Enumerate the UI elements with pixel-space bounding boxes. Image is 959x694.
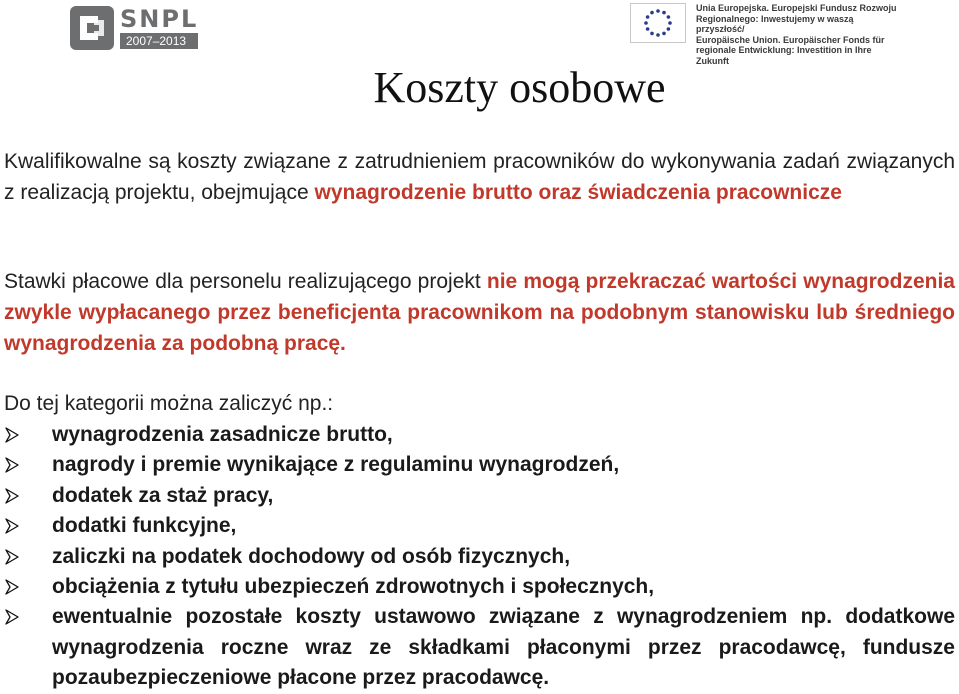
snpl-logo-name: SNPL — [120, 5, 199, 33]
list-item-text: nagrody i premie wynikające z regulaminu wynagrodzeń, — [52, 453, 620, 477]
eu-star — [662, 11, 666, 15]
list-item-text: obciążenia z tytułu ubezpieczeń zdrowotnych i społecznych, — [52, 575, 655, 599]
arrow-bullet-icon — [4, 579, 20, 595]
paragraph-eligible-costs — [4, 146, 955, 208]
arrow-bullet-icon — [4, 427, 20, 443]
snpl-logo-years: 2007–2013 — [120, 33, 198, 49]
snpl-logo — [70, 4, 220, 52]
arrow-bullet-icon — [4, 488, 20, 504]
list-item-text: zaliczki na podatek dochodowy od osób fizycznych, — [52, 544, 571, 568]
list-item-text: ewentualnie pozostałe koszty ustawowo związane z wynagrodzeniem np. dodatkowe wynagrodzenia roczne wraz ze składkami płaconymi przez pracodawcę, fundusze pozaubezpieczeniowe płacone przez pracodawcę. — [52, 605, 955, 690]
eu-star — [656, 33, 660, 37]
paragraph-pay-rates-text: Stawki płacowe dla personelu realizującego projekt — [4, 270, 487, 293]
eu-star — [667, 15, 671, 19]
eu-logo-line4: regionale Entwicklung: Investition in Ihre Zukunft — [696, 45, 872, 66]
paragraph-pay-rates-highlight: nie mogą przekraczać wartości wynagrodzenia zwykle wypłacanego przez beneficjenta pracownikom na podobnym stanowisku lub średniego wynagrodzenia za podobną pracę. — [4, 270, 955, 355]
eu-star — [656, 9, 660, 13]
arrow-bullet-icon — [4, 518, 20, 534]
arrow-bullet-icon — [4, 549, 20, 565]
list-item — [4, 572, 955, 602]
list-item — [4, 481, 955, 511]
eu-flag-icon — [630, 3, 686, 43]
eu-logo-line3: Europäische Union. Europäischer Fonds für — [696, 34, 885, 45]
paragraph-eligible-costs-highlight: wynagrodzenie brutto oraz świadczenia pracownicze — [314, 181, 842, 204]
cost-items-list — [4, 420, 955, 694]
eu-star — [662, 32, 666, 36]
snpl-logo-mark — [70, 6, 114, 50]
paragraph-eligible-costs-text: Kwalifikowalne są koszty związane z zatrudnieniem pracowników do wykonywania zadań związanych z realizacją projektu, obejmujące — [4, 150, 955, 204]
eu-star — [646, 27, 650, 31]
paragraph-pay-rates — [4, 266, 955, 359]
eu-star — [667, 27, 671, 31]
page-title: Koszty osobowe — [373, 63, 666, 112]
arrow-bullet-icon — [4, 609, 20, 625]
arrow-bullet-icon — [4, 457, 20, 473]
list-item-text: dodatki funkcyjne, — [52, 514, 237, 538]
eu-star — [650, 32, 654, 36]
eu-star — [668, 21, 672, 25]
eu-logo — [630, 3, 900, 66]
eu-star — [650, 11, 654, 15]
list-item — [4, 420, 955, 450]
paragraph-category-intro: Do tej kategorii można zaliczyć np.: — [4, 392, 334, 415]
eu-star — [644, 21, 648, 25]
list-item — [4, 511, 955, 541]
list-item-text: dodatek za staż pracy, — [52, 483, 274, 507]
list-item — [4, 602, 955, 693]
list-item — [4, 450, 955, 480]
eu-logo-line1: Unia Europejska. Europejski Fundusz Rozwoju — [696, 3, 897, 13]
eu-logo-line2: Regionalnego: Inwestujemy w waszą przyszłość/ — [696, 13, 854, 34]
list-item — [4, 542, 955, 572]
list-item-text: wynagrodzenia zasadnicze brutto, — [52, 423, 393, 446]
eu-star — [646, 15, 650, 19]
